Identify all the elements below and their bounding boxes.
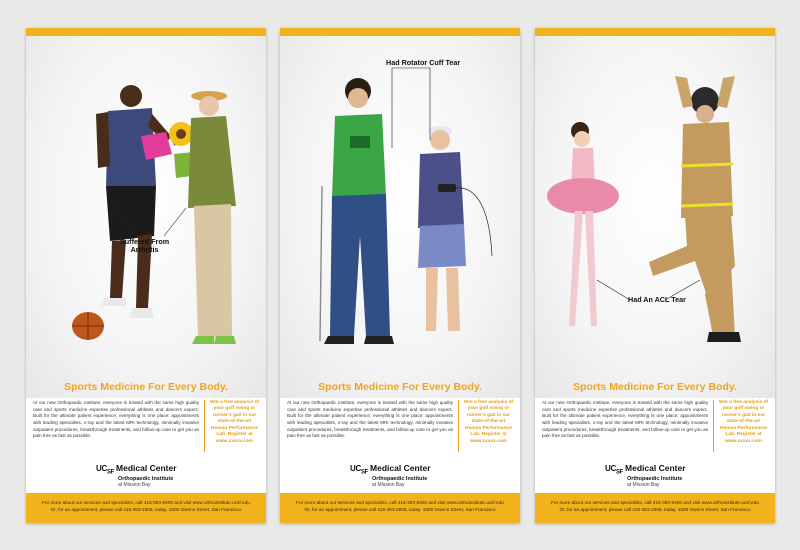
callout-label	[628, 296, 686, 304]
ad-headline: Sports Medicine For Every Body.	[64, 381, 228, 393]
callout-label	[120, 238, 169, 255]
logo-location: at Mission Bay	[118, 482, 151, 489]
ad-footer	[26, 493, 266, 523]
footer-line-2: Or, for an appointment, please call 415-353-2808, today. 1500 Owens Street, San Francisco	[304, 507, 496, 513]
ucsf-logo	[96, 458, 216, 488]
ucsf-logo	[605, 458, 725, 488]
logo-name: Medical Center	[116, 463, 177, 473]
footer-line-1: For more about our services and specialists, call 415-353-9400 and visit www.orthoinstitute.ucsf.edu	[296, 500, 504, 505]
logo-institute: Orthopaedic Institute	[627, 476, 683, 482]
logo-location: at Mission Bay	[372, 482, 405, 489]
logo-name: Medical Center	[370, 463, 431, 473]
logo-location: at Mission Bay	[627, 482, 660, 489]
logo-mark: $UC_{SF}$	[96, 464, 115, 476]
footer-line-2: Or, for an appointment, please call 415-353-2808, today. 1500 Owens Street, San Francisco	[50, 507, 242, 513]
callout-line-2: Arthritis	[130, 245, 159, 255]
ad-headline: Sports Medicine For Every Body.	[573, 381, 737, 393]
callout-line-1: Had Rotator Cuff Tear	[386, 58, 461, 67]
ad-panel-3	[535, 28, 775, 523]
callout-leader-line	[26, 28, 266, 398]
logo-name: Medical Center	[625, 463, 686, 473]
logo-institute: Orthopaedic Institute	[372, 476, 428, 482]
logo-institute: Orthopaedic Institute	[118, 476, 174, 482]
callout-line-1: Had An ACL Tear	[628, 295, 686, 304]
callout-line-1: Suffered From	[120, 237, 170, 246]
footer-line-2: Or, for an appointment, please call 415-353-2808, today. 1500 Owens Street, San Francisco	[559, 507, 751, 513]
ad-panel-1	[26, 28, 266, 523]
footer-line-1: For more about our services and specialists, call 415-353-9400 and visit www.orthoinstitute.ucsf.edu	[551, 500, 759, 505]
ad-body-copy: At our new Orthopaedic Institute, everyone is treated with the same high quality care and sports medicine expertise professional athletes and dancers expect. Built for the ultimate patient experience, everything is one place: appointments with leading specialists, x-ray and the latest MRI technology, minimally invasive outpatient procedures, breakthrough treatments, and follow-up care to get you as pain free as fast as possible.	[33, 400, 199, 439]
ad-panel-2	[280, 28, 520, 523]
ad-footer	[280, 493, 520, 523]
offer-text: Win a free analysis of your golf swing or runner's gait in our state-of-the-art Human Performance Lab. Register at www.xxxxx.com	[713, 400, 769, 452]
callout-label	[386, 59, 460, 67]
ad-headline: Sports Medicine For Every Body.	[318, 381, 482, 393]
footer-line-1: For more about our services and specialists, call 415-353-9400 and visit www.orthoinstitute.ucsf.edu	[42, 500, 250, 505]
offer-text: Win a free analysis of your golf swing or runner's gait in our state-of-the-art Human Performance Lab. Register at www.xxxxx.com	[458, 400, 514, 452]
callout-leader-line	[280, 28, 520, 398]
ad-body-copy: At our new Orthopaedic Institute, everyone is treated with the same high quality care and sports medicine expertise professional athletes and dancers expect. Built for the ultimate patient experience, everything is one place: appointments with leading specialists, x-ray and the latest MRI technology, minimally invasive outpatient procedures, breakthrough treatments, and follow-up care to get you as pain free as fast as possible.	[542, 400, 708, 439]
ad-body-copy: At our new Orthopaedic Institute, everyone is treated with the same high quality care and sports medicine expertise professional athletes and dancers expect. Built for the ultimate patient experience, everything is one place: appointments with leading specialists, x-ray and the latest MRI technology, minimally invasive outpatient procedures, breakthrough treatments, and follow-up care to get you as pain free as fast as possible.	[287, 400, 453, 439]
logo-mark: $UC_{SF}$	[350, 464, 369, 476]
ucsf-logo	[350, 458, 470, 488]
ad-footer	[535, 493, 775, 523]
offer-text: Win a free analysis of your golf swing or runner's gait in our state-of-the-art Human Performance Lab. Register at www.xxxxx.com	[204, 400, 260, 452]
logo-mark: $UC_{SF}$	[605, 464, 624, 476]
callout-leader-line	[535, 28, 775, 398]
